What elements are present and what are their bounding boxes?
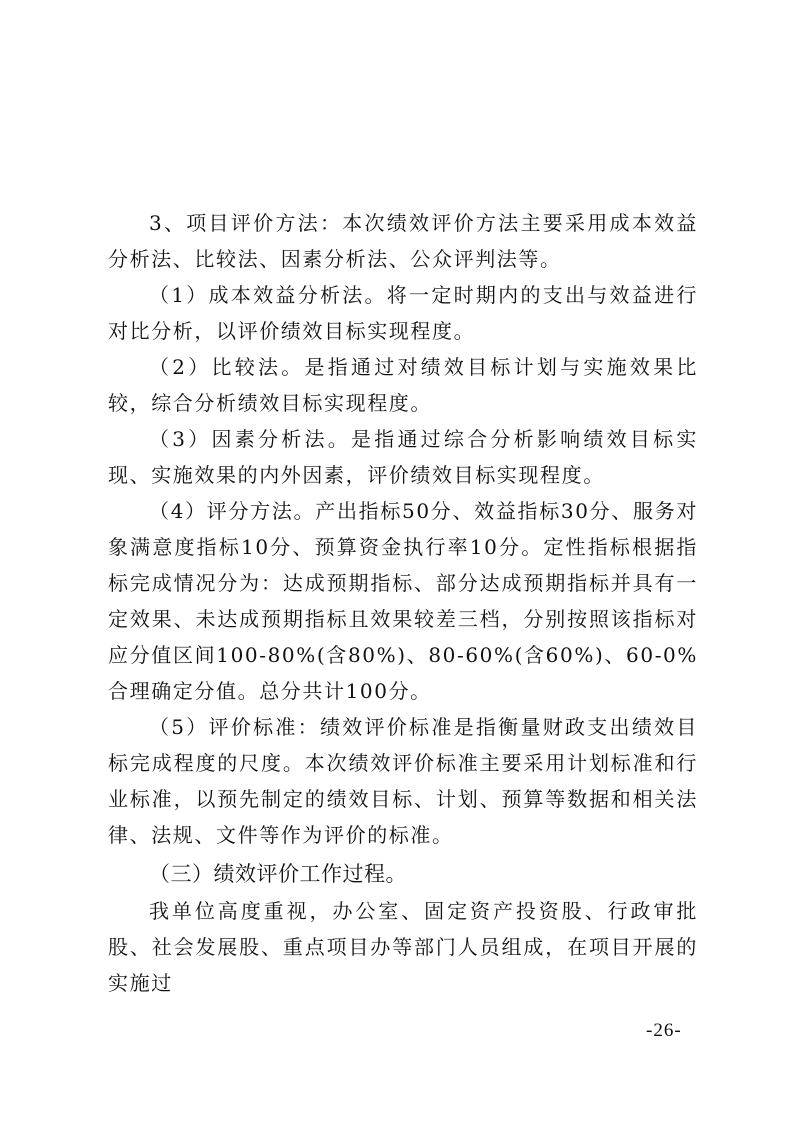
paragraph-factor-analysis: （3）因素分析法。是指通过综合分析影响绩效目标实现、实施效果的内外因素，评价绩效目标实现程度。 — [108, 427, 698, 487]
paragraph-cost-benefit: （1）成本效益分析法。将一定时期内的支出与效益进行对比分析，以评价绩效目标实现程度。 — [108, 283, 698, 343]
page-number: -26- — [646, 1020, 682, 1041]
section-heading: （三）绩效评价工作过程。 — [149, 862, 407, 886]
paragraph-scoring-method: （4）评分方法。产出指标50分、效益指标30分、服务对象满意度指标10分、预算资金执行率10分。定性指标根据指标完成情况分为：达成预期指标、部分达成预期指标并具有一定效果、未达成预期指标且效果较差三档，分别按照该指标对应分值区间100-80%(含80%)、80-60%(含60%)、60-0%合理确定分值。总分共计100分。 — [108, 499, 698, 703]
paragraph-comparison: （2）比较法。是指通过对绩效目标计划与实施效果比较，综合分析绩效目标实现程度。 — [108, 355, 698, 415]
paragraph-evaluation-standard: （5）评价标准：绩效评价标准是指衡量财政支出绩效目标完成程度的尺度。本次绩效评价标准主要采用计划标准和行业标准，以预先制定的绩效目标、计划、预算等数据和相关法律、法规、文件等作为评价的标准。 — [108, 715, 698, 847]
body-text — [108, 205, 698, 1001]
paragraph-evaluation-methods: 3、项目评价方法：本次绩效评价方法主要采用成本效益分析法、比较法、因素分析法、公众评判法等。 — [108, 211, 698, 271]
paragraph-work-process: 我单位高度重视，办公室、固定资产投资股、行政审批股、社会发展股、重点项目办等部门人员组成，在项目开展的实施过 — [108, 899, 698, 995]
